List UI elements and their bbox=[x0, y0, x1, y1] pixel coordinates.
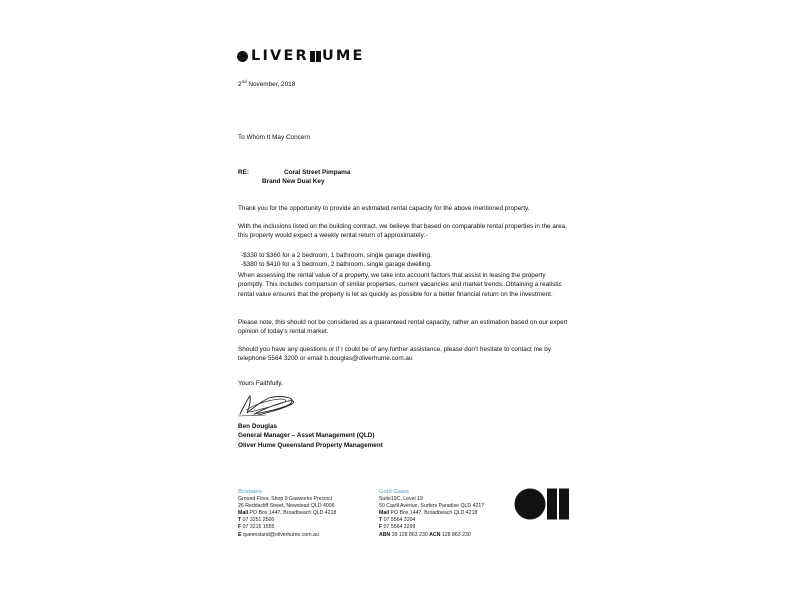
brisbane-line1: Ground Floor, Shop 9 Gasworks Precinct bbox=[238, 496, 333, 503]
logo-o-mark bbox=[237, 51, 248, 62]
signer-name: Ben Douglas bbox=[238, 423, 278, 430]
brisbane-city: Brisbane bbox=[238, 489, 262, 495]
logo-h-mark bbox=[310, 51, 321, 62]
rate-3-bedroom: -$380 to $410 for a 3 bedroom, 2 bathroom, single garage dwelling. bbox=[241, 261, 432, 269]
gold-coast-city: Gold Coast bbox=[379, 489, 409, 495]
gold-coast-phone: T 07 5564 3204 bbox=[379, 517, 416, 524]
oliver-hume-oh-mark bbox=[514, 488, 570, 520]
re-property-type: Brand New Dual Key bbox=[262, 178, 325, 185]
brisbane-mail: Mail PO Box 1447, Broadbeach QLD 4218 bbox=[238, 510, 337, 517]
brisbane-email: E queensland@oliverhume.com.au bbox=[238, 531, 319, 538]
footer-gold-coast bbox=[379, 489, 484, 539]
gold-coast-line1: Suite19C, Level 19 bbox=[379, 496, 423, 503]
re-label: RE: bbox=[238, 169, 250, 176]
paragraph-assessment: When assessing the rental value of a property, we take into account factors that assist in leasing the property promptly. This includes comparison of similar properties, current vacancies and market trends. Obtaining a realistic rental value ensures that the property is let as quickly as possible for a better financial return on the investment. bbox=[238, 272, 562, 298]
brisbane-fax: F 07 3216 1555 bbox=[238, 524, 275, 531]
logo-text-part2: UME bbox=[321, 48, 365, 64]
gold-coast-line2: 50 Cavill Avenue, Surfers Paradise QLD 4217 bbox=[379, 503, 485, 510]
rate-2-bedroom: -$330 to $360 for a 2 bedroom, 1 bathroom, single garage dwelling. bbox=[241, 252, 432, 259]
logo-text-part1: LIVER bbox=[251, 48, 309, 64]
signer-block bbox=[238, 422, 383, 450]
paragraph-inclusions: With the inclusions listed on the building contract, we believe that based on comparable rental properties in the area, this property would expect a weekly rental return of approximately:- bbox=[238, 223, 567, 240]
paragraph-thanks: Thank you for the opportunity to provide an estimated rental capacity for the above mentioned property. bbox=[238, 205, 530, 212]
footer-brisbane bbox=[238, 489, 336, 539]
rental-rates bbox=[241, 251, 432, 270]
signer-company: Oliver Hume Queensland Property Management bbox=[238, 441, 383, 449]
salutation: To Whom It May Concern bbox=[238, 134, 311, 141]
paragraph-contact: Should you have any questions or if I could be of any further assistance, please don’t hesitate to contact me by telephone 5564 3200 or email b.douglas@oliverhume.com.au bbox=[238, 346, 551, 363]
paragraph-disclaimer: Please note, this should not be considered as a guaranteed rental capacity, rather an estimation based on our expert opinion of today’s rental market. bbox=[238, 319, 568, 336]
brisbane-line2: 26 Reddacliff Street, Newstead QLD 4006 bbox=[238, 503, 335, 510]
gold-coast-abn: ABN 39 128 863 230 ACN 128 863 230 bbox=[379, 531, 471, 538]
signer-title: General Manager – Asset Management (QLD) bbox=[238, 432, 375, 440]
closing: Yours Faithfully, bbox=[238, 380, 283, 387]
handwritten-signature bbox=[236, 392, 300, 418]
re-address: Coral Street Pimpama bbox=[284, 169, 351, 176]
gold-coast-mail: Mail PO Box 1447, Broadbeach QLD 4218 bbox=[379, 510, 478, 517]
brisbane-phone: T 07 3251 2500 bbox=[238, 517, 275, 524]
gold-coast-fax: F 07 5564 3299 bbox=[379, 524, 416, 531]
letter-date: 2nd November, 2018 bbox=[238, 78, 296, 88]
oliver-hume-logo bbox=[237, 48, 365, 64]
